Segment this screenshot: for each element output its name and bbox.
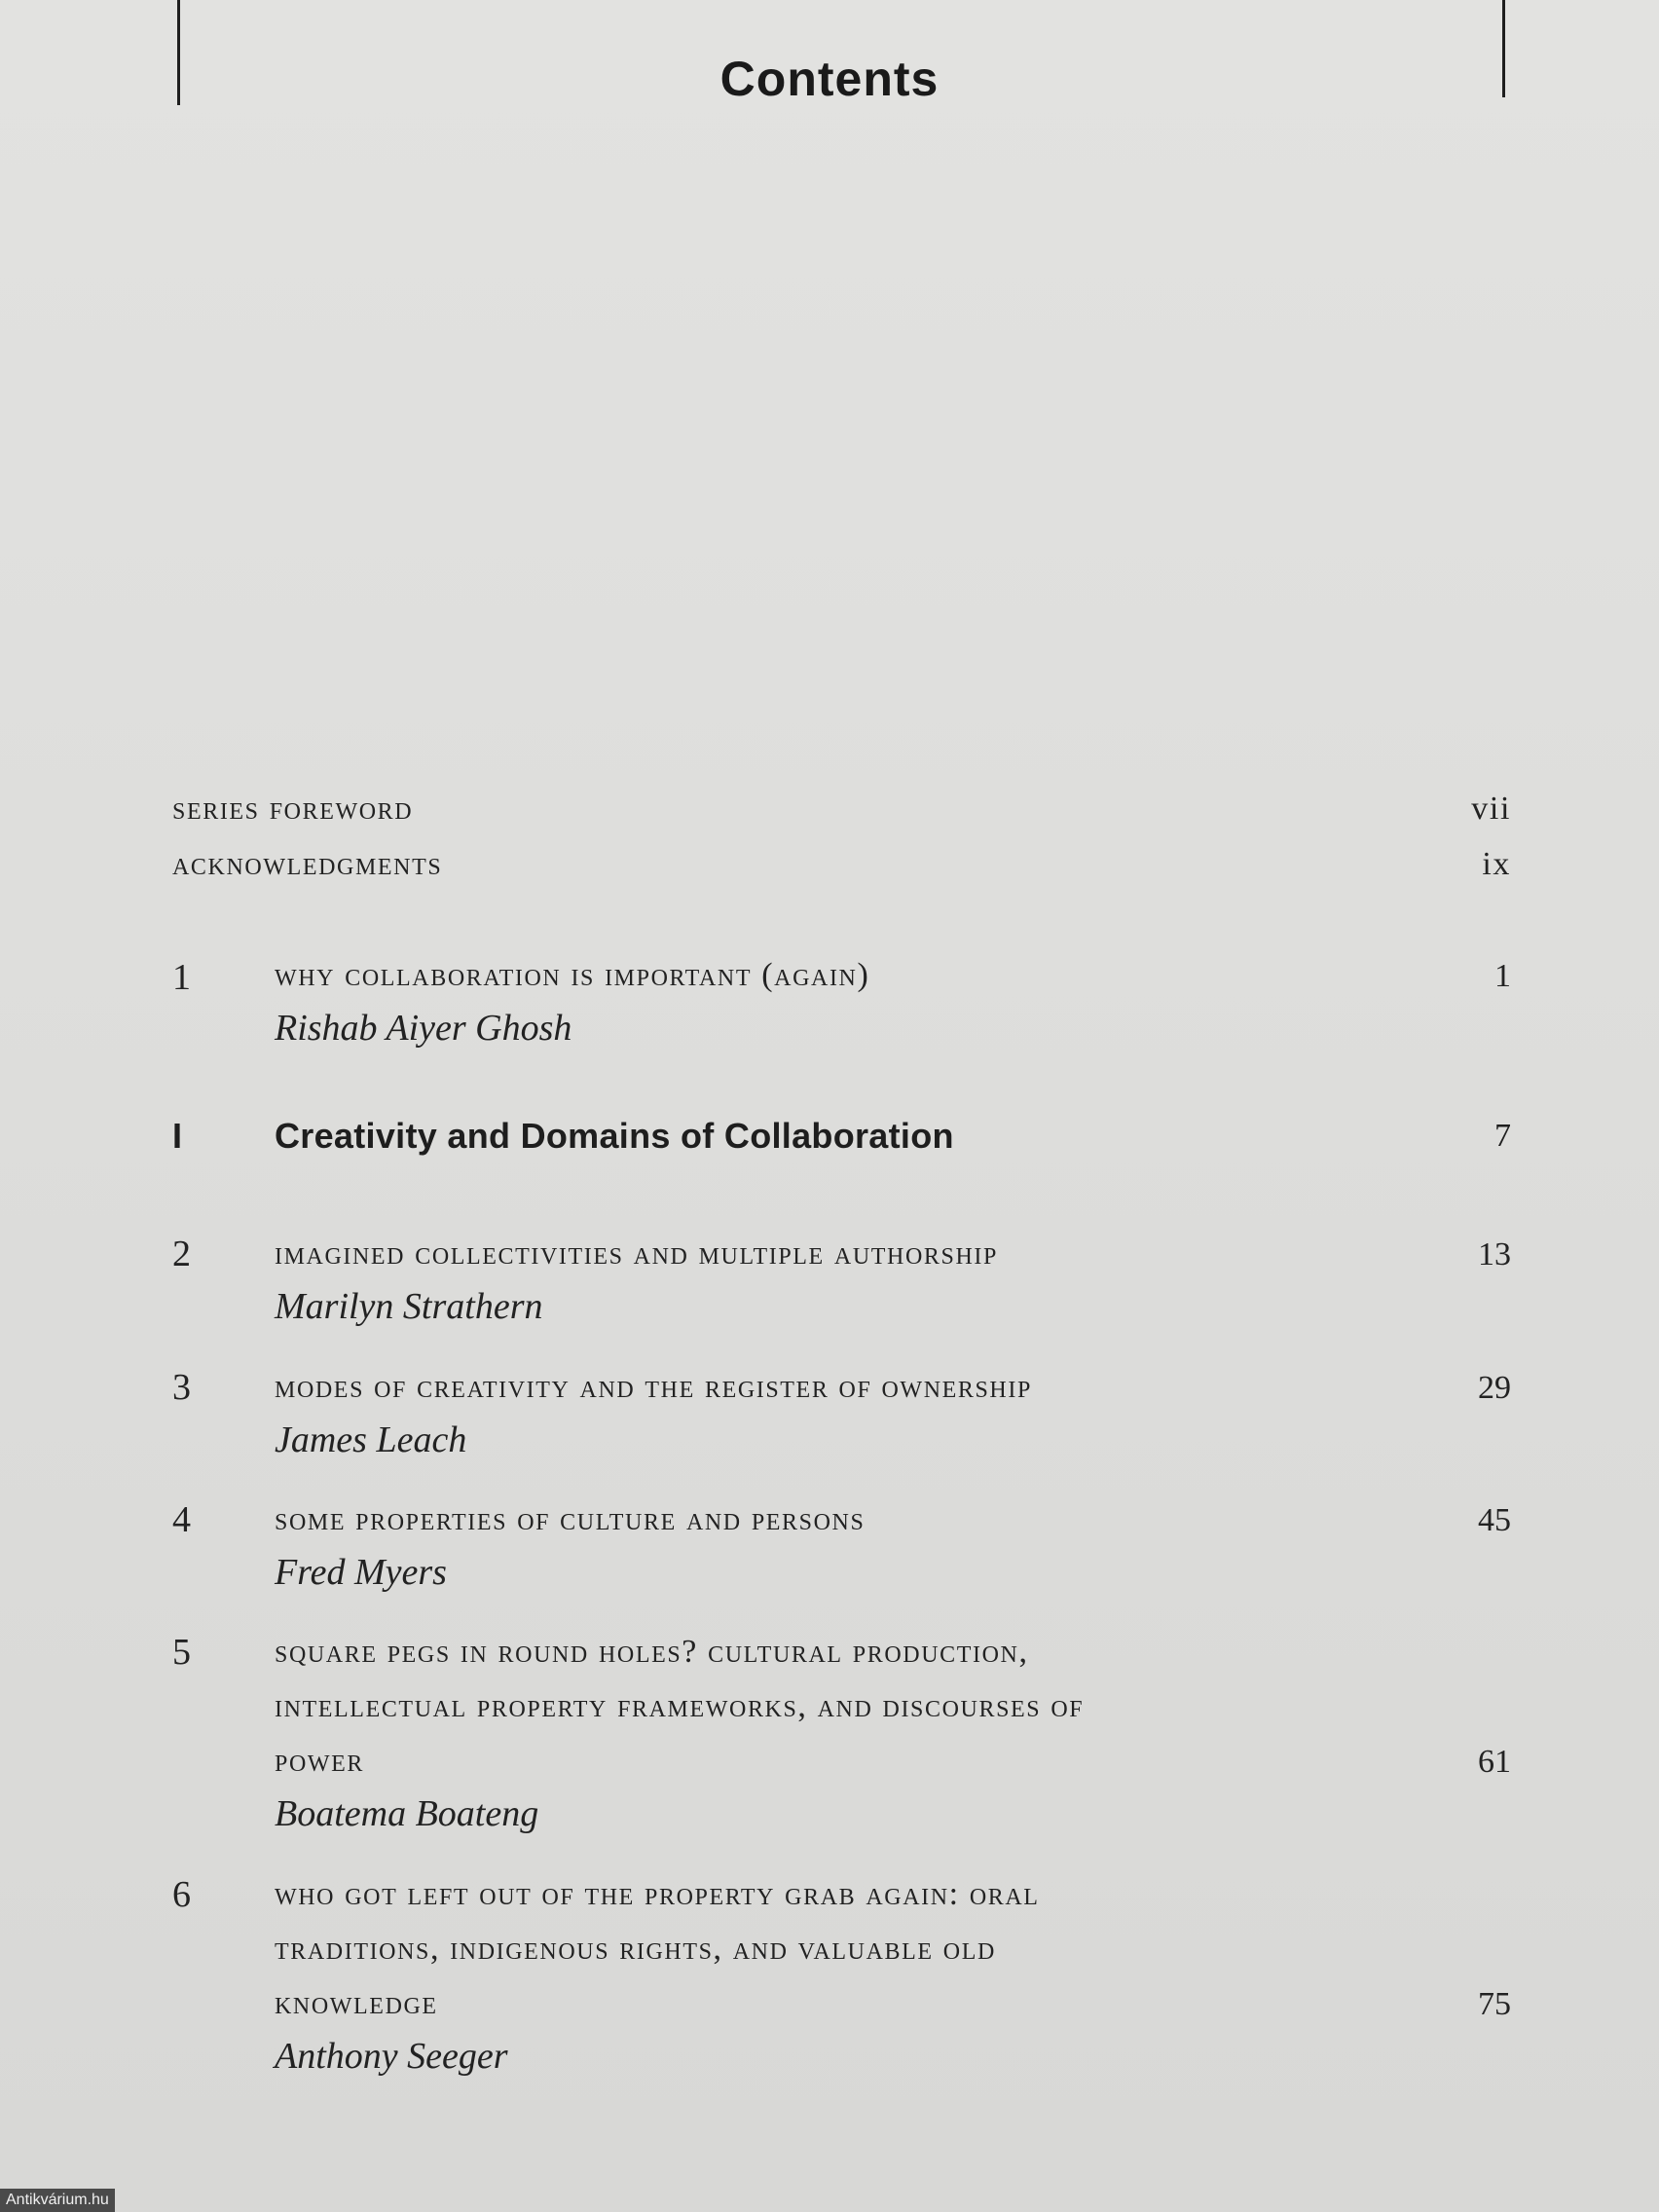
page-title: Contents — [719, 52, 940, 106]
front-matter-item — [172, 846, 1511, 883]
chapter-author: James Leach — [275, 1419, 467, 1460]
chapter-title — [275, 1867, 1443, 2031]
chapter-page: 1 — [1494, 958, 1511, 994]
part-title: Creativity and Domains of Collaboration — [275, 1116, 954, 1156]
chapter-title-line: intellectual property frameworks, and discourses of — [275, 1688, 1085, 1724]
watermark-label: Antikvárium.hu — [0, 2189, 115, 2212]
chapter-title — [275, 948, 1443, 1003]
chapter-page: 13 — [1478, 1236, 1511, 1272]
chapter-number: 3 — [172, 1367, 191, 1408]
chapter-title — [275, 1360, 1443, 1415]
chapter-page: 45 — [1478, 1502, 1511, 1538]
chapter-number: 4 — [172, 1499, 191, 1540]
chapter-title-line: some properties of culture and persons — [275, 1501, 866, 1537]
chapter-title-line: power — [275, 1743, 364, 1779]
chapter-page: 75 — [1478, 1986, 1511, 2022]
chapter-author: Marilyn Strathern — [275, 1286, 543, 1327]
front-matter-page: ix — [1482, 846, 1511, 882]
chapter-author: Boatema Boateng — [275, 1793, 539, 1834]
chapter-number: 5 — [172, 1632, 191, 1673]
front-matter-label: series foreword — [172, 791, 414, 827]
front-matter-label: acknowledgments — [172, 846, 443, 882]
chapter-page: 29 — [1478, 1370, 1511, 1406]
chapter-number: 6 — [172, 1874, 191, 1915]
chapter-number: 1 — [172, 957, 191, 998]
chapter-author: Anthony Seeger — [275, 2036, 508, 2077]
part-number: I — [172, 1116, 183, 1156]
chapter-title — [275, 1625, 1443, 1788]
chapter-title-line: knowledge — [275, 1985, 438, 2021]
chapter-page: 61 — [1478, 1744, 1511, 1780]
chapter-author: Rishab Aiyer Ghosh — [275, 1008, 572, 1049]
chapter-title-line: modes of creativity and the register of ownership — [275, 1369, 1032, 1405]
chapter-title-line: imagined collectivities and multiple authorship — [275, 1235, 998, 1272]
front-matter-page: vii — [1471, 791, 1511, 827]
chapter-title-line: why collaboration is important (again) — [275, 957, 870, 993]
part-page: 7 — [1494, 1118, 1511, 1154]
chapter-title-line: traditions, indigenous rights, and valuable old — [275, 1931, 996, 1967]
chapter-title — [275, 1227, 1443, 1281]
chapter-title — [275, 1493, 1443, 1547]
chapter-title-line: who got left out of the property grab again: oral — [275, 1876, 1040, 1912]
chapter-author: Fred Myers — [275, 1552, 447, 1593]
front-matter-item — [172, 791, 1511, 828]
chapter-number: 2 — [172, 1234, 191, 1274]
chapter-title-line: square pegs in round holes? cultural production, — [275, 1634, 1029, 1670]
